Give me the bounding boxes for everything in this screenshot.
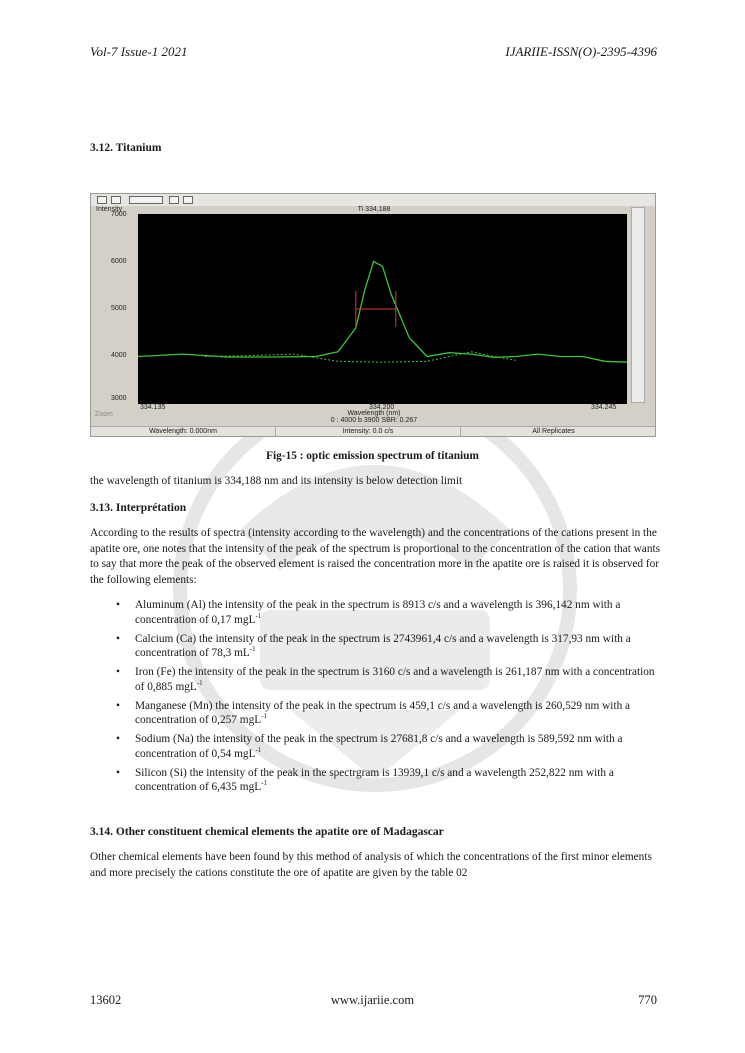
info-icon[interactable] xyxy=(183,196,193,204)
unit-exponent: -1 xyxy=(261,712,267,720)
titanium-note: the wavelength of titanium is 334,188 nm and its intensity is below detection limit xyxy=(90,475,463,487)
spectrum-status-bar xyxy=(91,426,655,436)
y-tick-label: 5000 xyxy=(111,305,127,312)
section-title-titanium: 3.12. Titanium xyxy=(90,142,162,154)
bullet-icon: • xyxy=(116,733,120,745)
close-icon[interactable] xyxy=(111,196,121,204)
status-wavelength: Wavelength: 0.000nm xyxy=(91,427,276,437)
x-axis-label: Wavelength (nm) xyxy=(347,410,401,417)
list-item-text: Iron (Fe) the intensity of the peak in the spectrum is 3160 c/s and a wavelength is 261,187 nm with a concentration of 0,885 mgL xyxy=(135,666,655,693)
figure-caption: Fig-15 : optic emission spectrum of titanium xyxy=(266,450,479,462)
unit-exponent: -1 xyxy=(249,645,256,653)
footer-website: www.ijariie.com xyxy=(330,993,415,1007)
y-tick-label: 3000 xyxy=(111,395,127,402)
interpretation-paragraph: According to the results of spectra (intensity according to the wavelength) and the concentrations of the cations present in the apatite ore, one notes that the intensity of the peak of the spectrum is proportional to the concentration of the cation that wants to say that more the peak of the observed element is raised the concentration more in the apatite ore is raised it is observed for the following elements: xyxy=(90,527,661,586)
x-tick-label: 334.200 xyxy=(369,404,395,411)
bullet-icon: • xyxy=(116,699,120,712)
vertical-scrollbar[interactable] xyxy=(631,207,645,403)
zoom-button[interactable]: Zoom xyxy=(95,411,113,418)
spectrum-trace xyxy=(138,262,627,363)
footer-page-number: 770 xyxy=(638,993,657,1007)
list-item xyxy=(90,699,660,728)
unit-exponent: -1 xyxy=(255,745,262,754)
footer-article-number: 13602 xyxy=(90,993,122,1007)
list-item-text: Sodium (Na) the intensity of the peak in the spectrum is 27681,8 c/s and a wavelength is 589,592 nm with a concentration of 0,54 mgL xyxy=(135,733,623,760)
bullet-icon: • xyxy=(116,632,120,645)
section-title-interpretation: 3.13. Interprétation xyxy=(90,502,187,514)
list-item xyxy=(90,732,660,761)
spectrum-window-title: Ti 334,188 xyxy=(357,206,391,213)
spectrum-chart-svg xyxy=(138,214,627,404)
y-tick-label: 7000 xyxy=(111,211,127,218)
status-intensity: Intensity: 0.0 c/s xyxy=(276,427,461,437)
running-header-issn: IJARIIE-ISSN(O)-2395-4396 xyxy=(505,44,657,59)
fwhm-marker xyxy=(356,291,396,327)
other-elements-paragraph: Other chemical elements have been found by this method of analysis of which the concentrations of the first minor elements and more precisely the cations constitute the ore of apatite are given by the table 02 xyxy=(90,851,652,879)
spectrum-figure xyxy=(90,193,656,437)
list-item-text: Manganese (Mn) the intensity of the peak in the spectrum is 459,1 c/s and a wavelength is 260,529 nm with a concentration of 0,257 mgL xyxy=(135,699,631,726)
bullet-icon: • xyxy=(116,766,120,779)
y-tick-label: 4000 xyxy=(111,352,127,359)
list-item xyxy=(90,766,660,795)
x-tick-label: 334.245 xyxy=(591,404,617,411)
list-item xyxy=(90,598,660,627)
bullet-icon: • xyxy=(116,666,120,678)
list-item xyxy=(90,632,660,661)
unit-exponent: -1 xyxy=(255,611,262,620)
spectrum-view-icon[interactable] xyxy=(129,196,163,204)
list-item-text: Silicon (Si) the intensity of the peak in the spectrgram is 13939,1 c/s and a wavelength 252,822 nm with a concentration of 6,435 mgL xyxy=(135,766,614,793)
element-list xyxy=(90,598,660,799)
unit-exponent: -1 xyxy=(196,678,203,687)
list-item-text: Aluminum (Al) the intensity of the peak in the spectrum is 8913 c/s and a wavelength is 396,142 nm with a concentration of 0,17 mgL xyxy=(135,599,621,626)
spectrum-plot-area xyxy=(138,214,627,404)
bullet-icon: • xyxy=(116,599,120,611)
print-icon[interactable] xyxy=(97,196,107,204)
x-tick-label: 334.135 xyxy=(140,404,166,411)
spectrum-stats: 0 : 4000 b 3900 SBR: 0.267 xyxy=(330,417,418,424)
spectrum-toolbar xyxy=(91,194,655,206)
unit-exponent: -1 xyxy=(261,779,267,787)
status-replicates[interactable]: All Replicates xyxy=(532,428,575,435)
running-header-volume: Vol-7 Issue-1 2021 xyxy=(90,44,188,59)
scale-icon[interactable] xyxy=(169,196,179,204)
y-tick-label: 6000 xyxy=(111,258,127,265)
list-item xyxy=(90,665,660,694)
y-axis-label: Intensity xyxy=(96,206,123,213)
list-item-text: Calcium (Ca) the intensity of the peak in the spectrum is 2743961,4 c/s and a wavelength is 317,93 nm with a concentration of 78,3 mL xyxy=(135,632,631,659)
section-title-other-elements: 3.14. Other constituent chemical elements the apatite ore of Madagascar xyxy=(90,826,444,838)
